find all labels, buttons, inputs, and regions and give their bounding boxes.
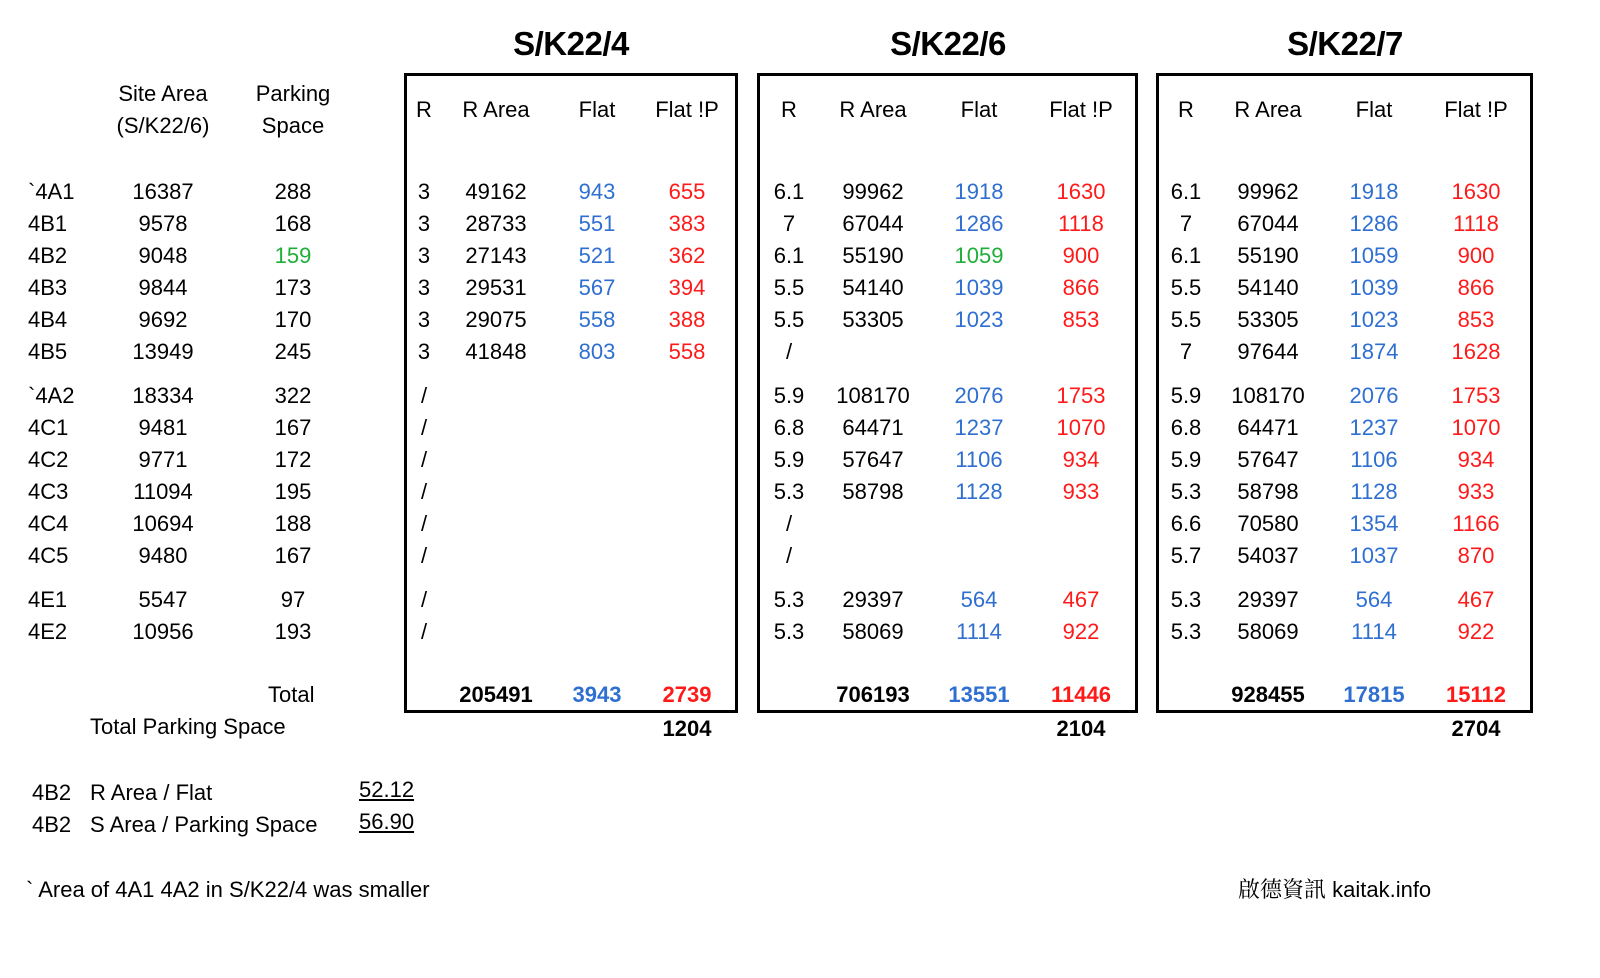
plan-total-flat-np: 15112 bbox=[1446, 682, 1506, 707]
plan-col-header: Flat !P bbox=[1049, 97, 1113, 122]
plan-col-header: R Area bbox=[839, 97, 907, 122]
plan-flat-np: 1070 bbox=[1451, 415, 1501, 440]
plan-r-area: 27143 bbox=[465, 243, 527, 268]
plan-total-parking: 2104 bbox=[1056, 716, 1106, 741]
plan-flat: 2076 bbox=[954, 383, 1004, 408]
site-parking: 188 bbox=[274, 511, 312, 536]
site-parking: 159 bbox=[274, 243, 312, 268]
site-area: 18334 bbox=[132, 383, 194, 408]
plan-r-area: 64471 bbox=[1237, 415, 1299, 440]
plan-col-header: Flat !P bbox=[1444, 97, 1508, 122]
plan-flat-np: 1166 bbox=[1452, 511, 1500, 536]
site-area: 9048 bbox=[138, 243, 188, 268]
plan-r-area: 29397 bbox=[1237, 587, 1299, 612]
plan-title: S/K22/7 bbox=[1287, 25, 1403, 62]
plan-r-value: 6.6 bbox=[1170, 511, 1202, 536]
plan-r-value: 7 bbox=[782, 211, 796, 236]
plan-r-value: 5.5 bbox=[1170, 275, 1202, 300]
plan-r-area: 49162 bbox=[465, 179, 527, 204]
plan-col-header: Flat !P bbox=[655, 97, 719, 122]
plan-r-area: 97644 bbox=[1237, 339, 1299, 364]
site-id: 4B4 bbox=[28, 307, 68, 332]
plan-flat: 1918 bbox=[954, 179, 1004, 204]
site-parking: 168 bbox=[274, 211, 312, 236]
plan-r-area: 70580 bbox=[1237, 511, 1299, 536]
plan-r-value: 6.1 bbox=[773, 243, 805, 268]
plan-flat-np: 870 bbox=[1457, 543, 1495, 568]
plan-flat: 1286 bbox=[1349, 211, 1399, 236]
site-area: 10956 bbox=[132, 619, 194, 644]
site-id: 4E2 bbox=[28, 619, 68, 644]
plan-total-flat: 13551 bbox=[948, 682, 1010, 707]
plan-flat: 1128 bbox=[955, 479, 1003, 504]
plan-r-area: 54037 bbox=[1237, 543, 1299, 568]
plan-r-value: 5.3 bbox=[773, 479, 805, 504]
plan-r-area: 58798 bbox=[842, 479, 904, 504]
plan-r-value: / bbox=[785, 543, 793, 568]
plan-r-value: 5.5 bbox=[1170, 307, 1202, 332]
plan-r-value: / bbox=[785, 511, 793, 536]
plan-total-flat-np: 11446 bbox=[1051, 682, 1111, 707]
plan-total-parking: 1204 bbox=[662, 716, 712, 741]
plan-flat-np: 1118 bbox=[1453, 211, 1499, 236]
plan-total-parking: 2704 bbox=[1451, 716, 1501, 741]
site-id: `4A2 bbox=[28, 383, 75, 408]
plan-flat-np: 933 bbox=[1062, 479, 1100, 504]
plan-title: S/K22/6 bbox=[890, 25, 1006, 62]
site-parking: 173 bbox=[274, 275, 312, 300]
site-parking: 172 bbox=[274, 447, 312, 472]
plan-flat: 1059 bbox=[1349, 243, 1399, 268]
site-area: 16387 bbox=[132, 179, 194, 204]
plan-flat: 564 bbox=[1355, 587, 1393, 612]
plan-flat-np: 394 bbox=[668, 275, 706, 300]
plan-flat: 567 bbox=[578, 275, 616, 300]
plan-flat: 943 bbox=[578, 179, 616, 204]
site-parking: 245 bbox=[274, 339, 312, 364]
site-area: 9692 bbox=[138, 307, 188, 332]
plan-r-value: 3 bbox=[417, 179, 431, 204]
site-parking: 167 bbox=[274, 415, 312, 440]
site-id: 4C2 bbox=[28, 447, 69, 472]
plan-flat: 1128 bbox=[1350, 479, 1398, 504]
plan-flat-np: 1630 bbox=[1056, 179, 1106, 204]
plan-r-area: 55190 bbox=[1237, 243, 1299, 268]
plan-r-area: 99962 bbox=[1237, 179, 1299, 204]
plan-col-header: R Area bbox=[1234, 97, 1302, 122]
plan-flat-np: 933 bbox=[1457, 479, 1495, 504]
plan-col-header: R Area bbox=[462, 97, 530, 122]
plan-r-value: 5.9 bbox=[773, 383, 805, 408]
plan-total-r-area: 205491 bbox=[459, 682, 533, 707]
plan-flat: 1106 bbox=[1350, 447, 1398, 472]
plan-flat: 558 bbox=[578, 307, 616, 332]
plan-flat: 2076 bbox=[1349, 383, 1399, 408]
plan-flat-np: 900 bbox=[1457, 243, 1495, 268]
plan-flat: 803 bbox=[578, 339, 616, 364]
plan-total-flat: 17815 bbox=[1343, 682, 1405, 707]
plan-flat-np: 1628 bbox=[1451, 339, 1501, 364]
site-area: 11094 bbox=[133, 479, 193, 504]
plan-r-area: 29531 bbox=[465, 275, 527, 300]
plan-flat-np: 1753 bbox=[1056, 383, 1106, 408]
site-area: 5547 bbox=[138, 587, 188, 612]
plan-r-value: 6.8 bbox=[773, 415, 805, 440]
plan-flat-np: 934 bbox=[1062, 447, 1100, 472]
credit: 啟德資訊 kaitak.info bbox=[1238, 877, 1432, 902]
plan-r-area: 28733 bbox=[465, 211, 527, 236]
parking-header: Parking bbox=[255, 81, 331, 106]
site-id: 4E1 bbox=[28, 587, 68, 612]
plan-flat: 1039 bbox=[954, 275, 1004, 300]
plan-flat: 1039 bbox=[1349, 275, 1399, 300]
site-parking: 288 bbox=[274, 179, 312, 204]
plan-r-area: 57647 bbox=[1237, 447, 1299, 472]
plan-flat-np: 467 bbox=[1062, 587, 1100, 612]
plan-flat-np: 362 bbox=[668, 243, 706, 268]
plan-r-area: 41848 bbox=[465, 339, 527, 364]
plan-r-value: 7 bbox=[1179, 211, 1193, 236]
plan-r-area: 53305 bbox=[842, 307, 904, 332]
plan-flat-np: 388 bbox=[668, 307, 706, 332]
plan-r-value: 5.5 bbox=[773, 307, 805, 332]
plan-r-value: 6.1 bbox=[1170, 243, 1202, 268]
plan-r-area: 57647 bbox=[842, 447, 904, 472]
plan-flat-np: 1070 bbox=[1056, 415, 1106, 440]
plan-flat-np: 922 bbox=[1062, 619, 1100, 644]
plan-r-value: / bbox=[785, 339, 793, 364]
plan-r-value: 5.9 bbox=[1170, 447, 1202, 472]
site-area: 9481 bbox=[138, 415, 188, 440]
total-parking-label: Total Parking Space bbox=[90, 714, 286, 739]
site-area-subheader: (S/K22/6) bbox=[116, 113, 210, 138]
plan-flat: 1059 bbox=[954, 243, 1004, 268]
plan-r-area: 58798 bbox=[1237, 479, 1299, 504]
plan-r-value: 5.3 bbox=[1170, 479, 1202, 504]
site-parking: 193 bbox=[274, 619, 312, 644]
plan-flat-np: 922 bbox=[1457, 619, 1495, 644]
plan-flat-np: 1630 bbox=[1451, 179, 1501, 204]
plan-flat-np: 467 bbox=[1457, 587, 1495, 612]
plan-r-value: 6.8 bbox=[1170, 415, 1202, 440]
plan-r-value: 5.9 bbox=[1170, 383, 1202, 408]
plan-r-value: 5.5 bbox=[773, 275, 805, 300]
ratio-value-1: 52.12 bbox=[359, 777, 415, 802]
site-id: 4C5 bbox=[28, 543, 69, 568]
plan-r-area: 54140 bbox=[842, 275, 904, 300]
plan-r-value: 6.1 bbox=[1170, 179, 1202, 204]
plan-r-value: 5.3 bbox=[773, 587, 805, 612]
plan-flat: 564 bbox=[960, 587, 998, 612]
plan-r-value: / bbox=[420, 619, 428, 644]
plan-r-value: 3 bbox=[417, 211, 431, 236]
site-id: 4C4 bbox=[28, 511, 69, 536]
site-id: 4C3 bbox=[28, 479, 69, 504]
plan-total-flat-np: 2739 bbox=[662, 682, 712, 707]
plan-flat: 551 bbox=[578, 211, 616, 236]
site-parking: 97 bbox=[280, 587, 306, 612]
plan-r-area: 108170 bbox=[836, 383, 910, 408]
plan-flat-np: 866 bbox=[1457, 275, 1495, 300]
site-area: 13949 bbox=[132, 339, 194, 364]
plan-flat: 1286 bbox=[954, 211, 1004, 236]
ratio-site-2: 4B2 bbox=[32, 812, 72, 837]
plan-r-value: 3 bbox=[417, 339, 431, 364]
plan-flat-np: 853 bbox=[1457, 307, 1495, 332]
plan-r-area: 58069 bbox=[1237, 619, 1299, 644]
plan-r-value: 5.3 bbox=[1170, 587, 1202, 612]
site-area: 9578 bbox=[138, 211, 188, 236]
plan-box-sk22-4 bbox=[404, 73, 738, 713]
site-id: 4B2 bbox=[28, 243, 68, 268]
site-area: 9771 bbox=[138, 447, 188, 472]
footnote: ` Area of 4A1 4A2 in S/K22/4 was smaller bbox=[26, 877, 430, 902]
site-area: 9480 bbox=[138, 543, 188, 568]
plan-r-value: 5.3 bbox=[773, 619, 805, 644]
plan-flat-np: 853 bbox=[1062, 307, 1100, 332]
plan-r-area: 54140 bbox=[1237, 275, 1299, 300]
plan-col-header: R bbox=[416, 97, 432, 122]
parking-subheader: Space bbox=[261, 113, 325, 138]
total-label: Total bbox=[268, 682, 315, 707]
plan-r-area: 64471 bbox=[842, 415, 904, 440]
plan-r-value: / bbox=[420, 447, 428, 472]
plan-r-area: 29075 bbox=[465, 307, 527, 332]
plan-r-value: 5.7 bbox=[1170, 543, 1202, 568]
plan-r-value: / bbox=[420, 511, 428, 536]
plan-flat-np: 1118 bbox=[1058, 211, 1104, 236]
plan-flat: 1106 bbox=[955, 447, 1003, 472]
site-parking: 322 bbox=[274, 383, 312, 408]
plan-r-area: 55190 bbox=[842, 243, 904, 268]
plan-r-value: 7 bbox=[1179, 339, 1193, 364]
site-parking: 170 bbox=[274, 307, 312, 332]
plan-flat: 1114 bbox=[956, 619, 1002, 644]
site-id: 4C1 bbox=[28, 415, 69, 440]
site-parking: 167 bbox=[274, 543, 312, 568]
plan-col-header: Flat bbox=[1355, 97, 1393, 122]
plan-r-value: / bbox=[420, 479, 428, 504]
site-id: 4B3 bbox=[28, 275, 68, 300]
plan-flat: 1237 bbox=[1349, 415, 1399, 440]
plan-r-value: 3 bbox=[417, 243, 431, 268]
plan-flat-np: 1753 bbox=[1451, 383, 1501, 408]
plan-total-r-area: 928455 bbox=[1231, 682, 1305, 707]
plan-r-value: 5.9 bbox=[773, 447, 805, 472]
site-area-header: Site Area bbox=[118, 81, 208, 106]
plan-flat: 1874 bbox=[1349, 339, 1399, 364]
plan-col-header: R bbox=[781, 97, 797, 122]
site-parking: 195 bbox=[274, 479, 312, 504]
plan-r-value: / bbox=[420, 587, 428, 612]
plan-r-area: 67044 bbox=[1237, 211, 1299, 236]
ratio-value-2: 56.90 bbox=[359, 809, 415, 834]
plan-r-area: 67044 bbox=[842, 211, 904, 236]
plan-flat: 521 bbox=[578, 243, 616, 268]
plan-flat: 1023 bbox=[954, 307, 1004, 332]
plan-col-header: Flat bbox=[960, 97, 998, 122]
site-id: 4B1 bbox=[28, 211, 68, 236]
plan-r-value: 5.3 bbox=[1170, 619, 1202, 644]
plan-col-header: Flat bbox=[578, 97, 616, 122]
plan-total-r-area: 706193 bbox=[836, 682, 910, 707]
plan-r-area: 108170 bbox=[1231, 383, 1305, 408]
site-area: 10694 bbox=[132, 511, 194, 536]
plan-r-area: 53305 bbox=[1237, 307, 1299, 332]
plan-flat-np: 655 bbox=[668, 179, 706, 204]
plan-r-area: 58069 bbox=[842, 619, 904, 644]
plan-flat: 1114 bbox=[1351, 619, 1397, 644]
plan-flat: 1023 bbox=[1349, 307, 1399, 332]
plan-flat: 1918 bbox=[1349, 179, 1399, 204]
plan-flat-np: 934 bbox=[1457, 447, 1495, 472]
plan-flat-np: 900 bbox=[1062, 243, 1100, 268]
plan-flat-np: 383 bbox=[668, 211, 706, 236]
plan-flat: 1237 bbox=[954, 415, 1004, 440]
ratio-label-1: R Area / Flat bbox=[90, 780, 213, 805]
plan-flat-np: 866 bbox=[1062, 275, 1100, 300]
plan-flat: 1037 bbox=[1349, 543, 1399, 568]
site-area: 9844 bbox=[138, 275, 188, 300]
plan-title: S/K22/4 bbox=[513, 25, 629, 62]
plan-r-value: 3 bbox=[417, 275, 431, 300]
site-id: `4A1 bbox=[28, 179, 75, 204]
site-id: 4B5 bbox=[28, 339, 68, 364]
plan-r-area: 99962 bbox=[842, 179, 904, 204]
plan-flat: 1354 bbox=[1349, 511, 1399, 536]
plan-r-area: 29397 bbox=[842, 587, 904, 612]
plan-r-value: / bbox=[420, 543, 428, 568]
plan-flat-np: 558 bbox=[668, 339, 706, 364]
plan-r-value: / bbox=[420, 383, 428, 408]
ratio-label-2: S Area / Parking Space bbox=[90, 812, 318, 837]
plan-col-header: R bbox=[1178, 97, 1194, 122]
plan-r-value: / bbox=[420, 415, 428, 440]
plan-r-value: 3 bbox=[417, 307, 431, 332]
plan-r-value: 6.1 bbox=[773, 179, 805, 204]
plan-total-flat: 3943 bbox=[572, 682, 622, 707]
ratio-site-1: 4B2 bbox=[32, 780, 72, 805]
